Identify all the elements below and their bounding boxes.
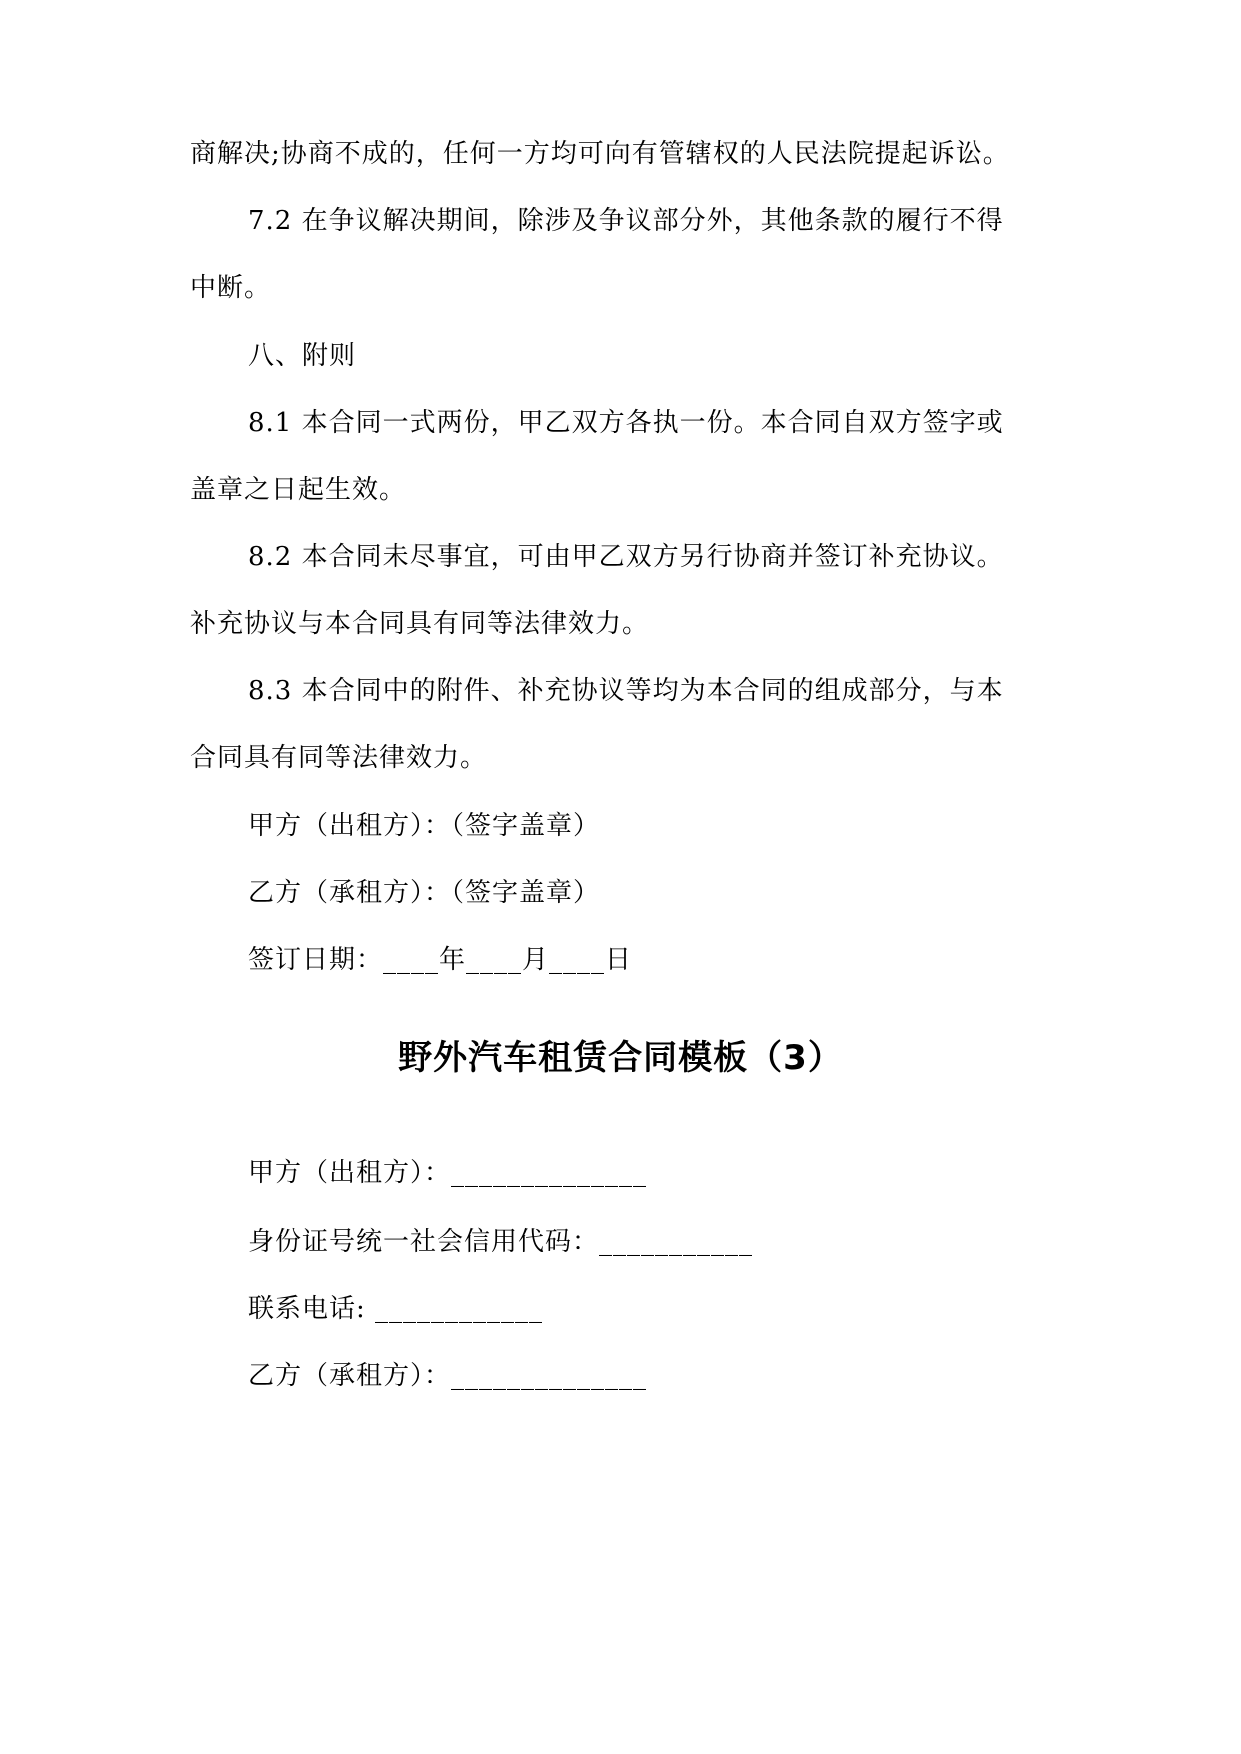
- clause-8-3-line-2: 合同具有同等法律效力。: [190, 743, 488, 773]
- party-a-signature: 甲方（出租方）：（签字盖章）: [248, 811, 601, 841]
- party-b-field: 乙方（承租方）：______________: [248, 1361, 648, 1391]
- contract-3-title: 野外汽车租赁合同模板（3）: [398, 1038, 843, 1078]
- clause-8-2-line-2: 补充协议与本合同具有同等法律效力。: [190, 609, 650, 639]
- clause-7-2-line-1: 7.2 在争议解决期间，除涉及争议部分外，其他条款的履行不得: [248, 206, 1004, 236]
- section-8-heading: 八、附则: [248, 341, 357, 371]
- clause-7-2-line-2: 中断。: [190, 273, 272, 303]
- signing-date: 签订日期：____年____月____日: [248, 945, 633, 975]
- phone-field: 联系电话: ____________: [248, 1294, 544, 1324]
- dispute-resolution-text: 商解决;协商不成的，任何一方均可向有管辖权的人民法院提起诉讼。: [190, 139, 1010, 169]
- id-code-field: 身份证号统一社会信用代码：___________: [248, 1227, 754, 1257]
- clause-8-3-line-1: 8.3 本合同中的附件、补充协议等均为本合同的组成部分，与本: [248, 676, 1004, 706]
- party-a-field: 甲方（出租方）：______________: [248, 1158, 648, 1188]
- clause-8-1-line-1: 8.1 本合同一式两份，甲乙双方各执一份。本合同自双方签字或: [248, 408, 1004, 438]
- clause-8-2-line-1: 8.2 本合同未尽事宜，可由甲乙双方另行协商并签订补充协议。: [248, 542, 1004, 572]
- party-b-signature: 乙方（承租方）：（签字盖章）: [248, 878, 601, 908]
- clause-8-1-line-2: 盖章之日起生效。: [190, 475, 407, 505]
